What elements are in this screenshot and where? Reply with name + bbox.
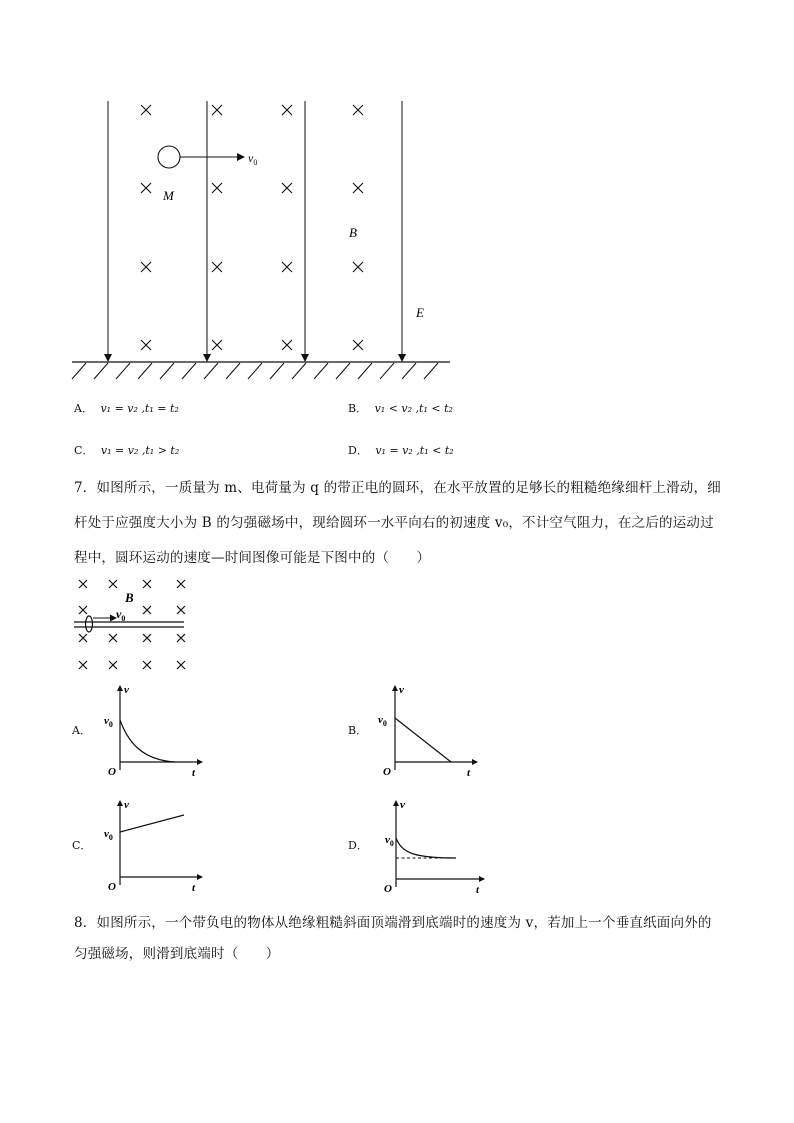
q7-option-c[interactable] <box>72 839 91 853</box>
figure-q7 <box>70 574 200 674</box>
label-b: B <box>125 590 134 605</box>
axis-label-v: v <box>124 799 129 811</box>
q7-line-3: 程中，圆环运动的速度—时间图像可能是下图中的（ ） <box>74 550 431 566</box>
velocity-curve <box>396 838 456 858</box>
ring <box>86 616 93 632</box>
label-v0: $v_0$ <box>248 151 258 167</box>
label-v0: $v_0$ <box>116 607 126 623</box>
graph-d <box>376 795 491 895</box>
q7-option-d[interactable] <box>348 839 368 853</box>
graph-a <box>100 680 210 780</box>
velocity-line <box>395 718 451 762</box>
origin-label: O <box>108 881 116 893</box>
label-e: E <box>416 305 424 320</box>
option-label: B． <box>348 724 368 737</box>
magnetic-field-crosses <box>141 105 363 350</box>
ground-hatching <box>72 363 438 379</box>
option-text: v₁ = v₂ ,t₁ > t₂ <box>100 444 180 457</box>
option-label: C． <box>74 444 94 457</box>
velocity-curve <box>120 720 175 762</box>
label-v0: $v_0$ <box>104 828 113 842</box>
axis-label-v: v <box>124 684 129 696</box>
axis-label-t: t <box>476 884 480 895</box>
q8-line-2: 匀强磁场，则滑到底端时（ ） <box>74 946 280 962</box>
option-label: B． <box>348 402 368 415</box>
option-label: D． <box>348 839 368 852</box>
axis-label-t: t <box>467 767 471 779</box>
origin-label: O <box>383 766 391 778</box>
option-label: D． <box>348 444 368 457</box>
q7-line-1: 7．如图所示，一质量为 m、电荷量为 q 的带正电的圆环，在水平放置的足够长的粗糙绝缘细杆上滑动，细 <box>74 480 721 496</box>
axis-label-t: t <box>192 882 196 894</box>
q8-line-1: 8．如图所示，一个带负电的物体从绝缘粗糙斜面顶端滑到底端时的速度为 v，若加上一个垂直纸面向外的 <box>74 915 712 931</box>
q7-option-b[interactable] <box>348 724 367 738</box>
origin-label: O <box>108 766 116 778</box>
option-label: A． <box>72 724 91 737</box>
q6-option-a[interactable] <box>74 402 179 416</box>
option-label: A． <box>74 402 93 415</box>
graph-b <box>375 680 485 780</box>
q6-option-d[interactable] <box>348 444 454 458</box>
q7-option-a[interactable] <box>72 724 91 738</box>
axis-label-v: v <box>400 799 405 811</box>
q6-option-b[interactable] <box>348 402 453 416</box>
option-label: C． <box>72 839 92 852</box>
figure-q6 <box>60 95 460 385</box>
ring-m <box>158 146 180 168</box>
axis-label-v: v <box>399 684 404 696</box>
label-b: B <box>349 225 357 240</box>
option-text: v₁ < v₂ ,t₁ < t₂ <box>374 402 453 415</box>
label-v0: $v_0$ <box>378 714 387 728</box>
label-v0: $v_0$ <box>385 834 394 848</box>
axis-label-t: t <box>192 767 196 779</box>
origin-label: O <box>384 883 392 895</box>
option-text: v₁ = v₂ ,t₁ < t₂ <box>375 444 454 457</box>
q7-line-2: 杆处于应强度大小为 B 的匀强磁场中，现给圆环一水平向右的初速度 v₀，不计空气阻力，在之后的运动过 <box>74 515 714 531</box>
label-v0: $v_0$ <box>104 715 113 729</box>
option-text: v₁ = v₂ ,t₁ = t₂ <box>100 402 179 415</box>
q6-option-c[interactable] <box>74 444 179 458</box>
graph-c <box>100 795 210 895</box>
label-m: M <box>163 188 174 203</box>
velocity-line <box>120 815 184 832</box>
